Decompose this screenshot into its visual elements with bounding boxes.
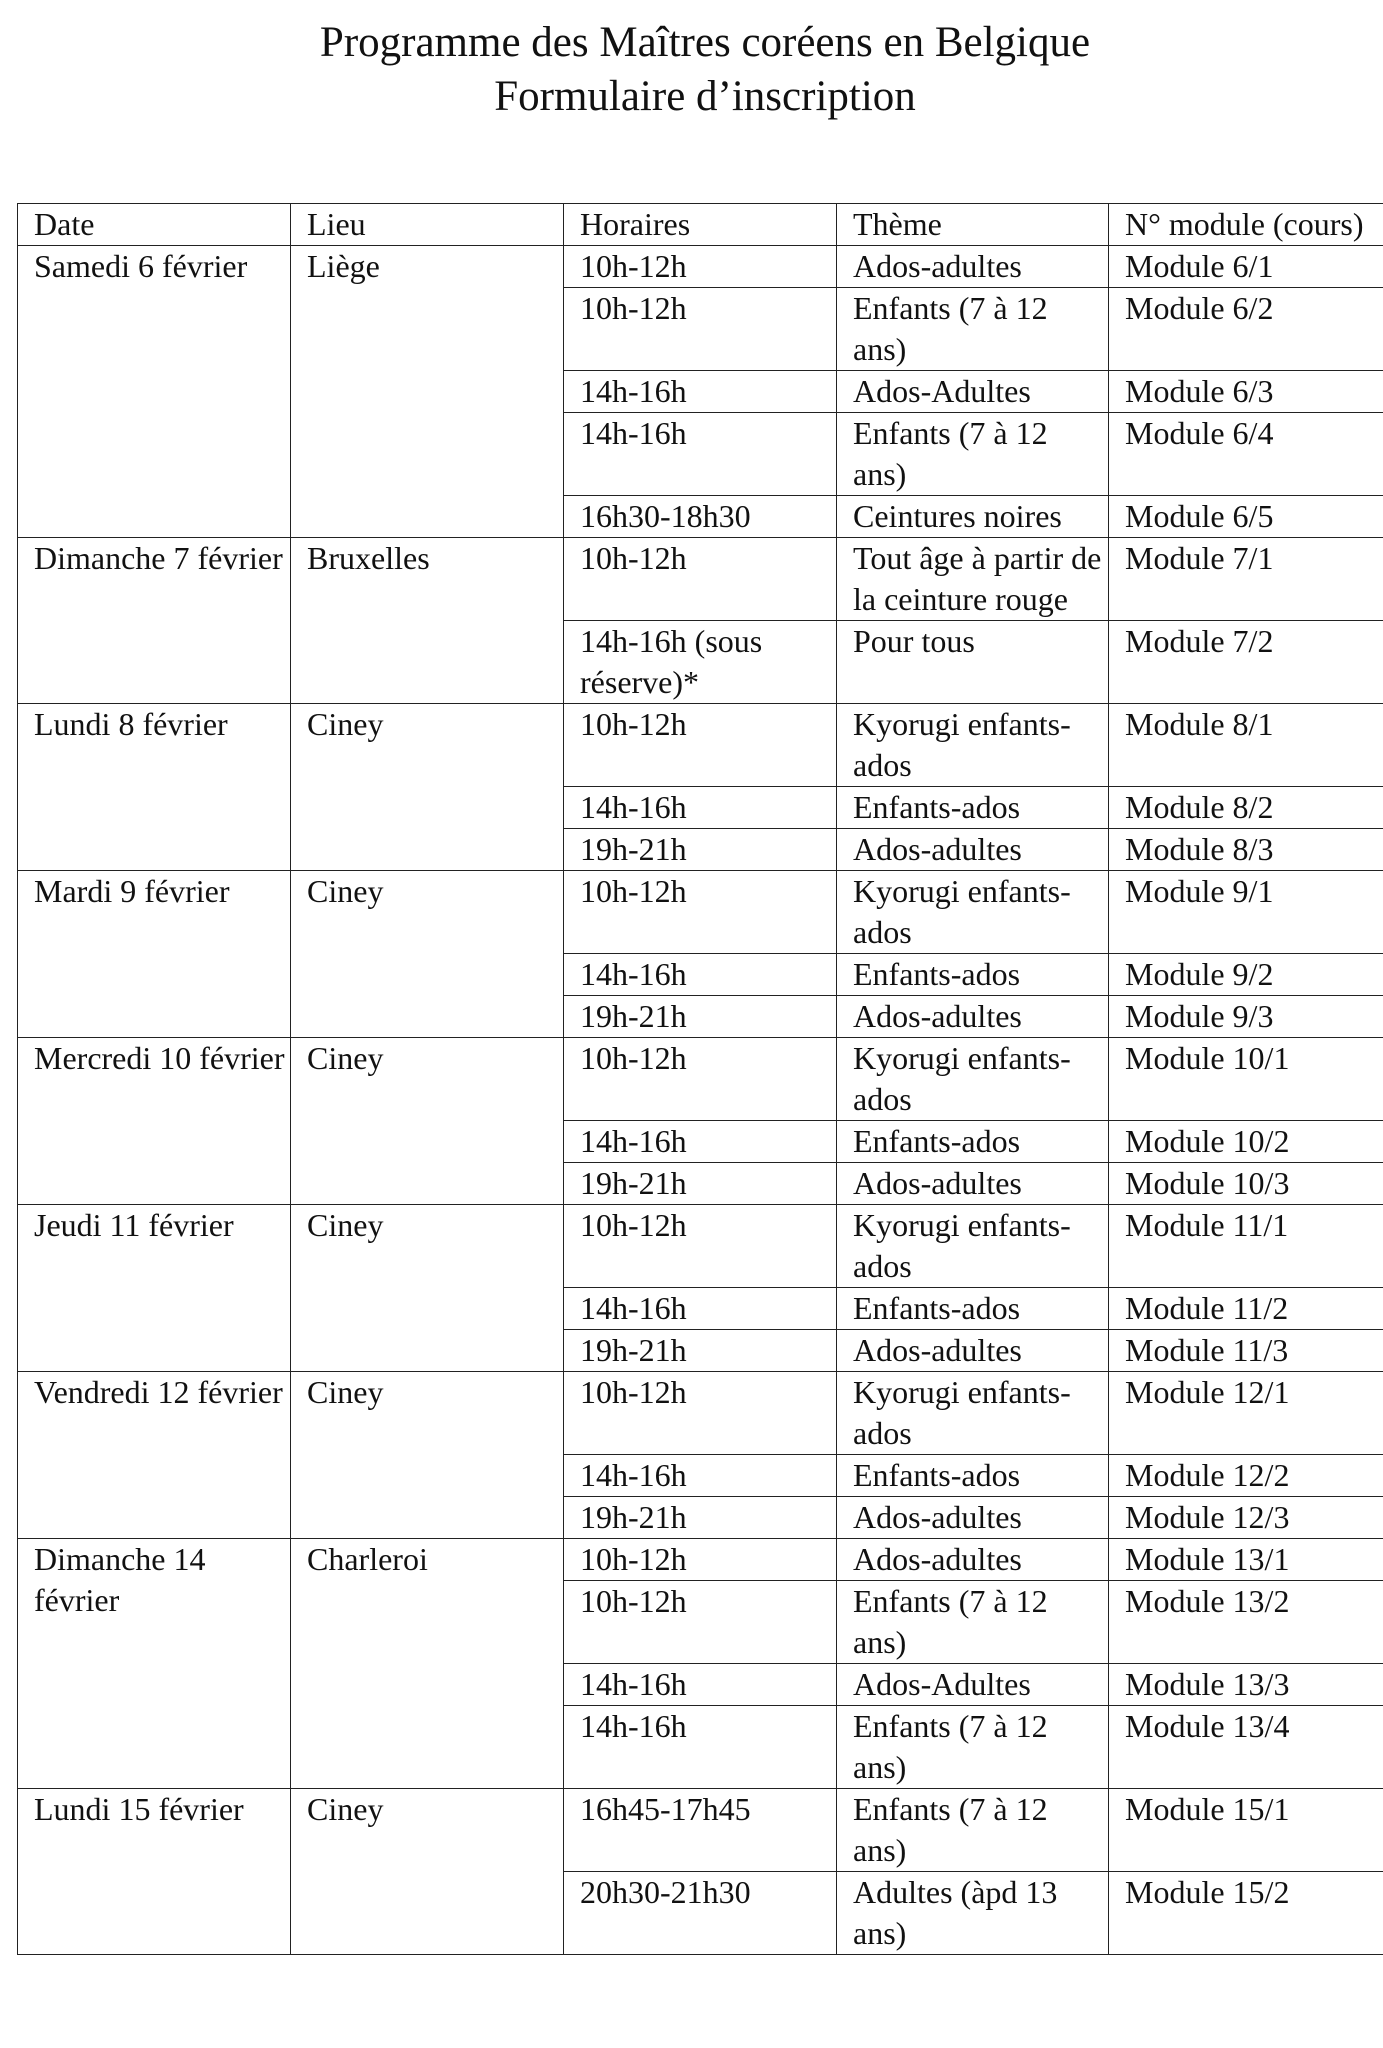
cell-horaires: 10h-12h (564, 288, 837, 371)
cell-theme: Ados-adultes (837, 996, 1109, 1038)
cell-horaires: 10h-12h (564, 1581, 837, 1664)
cell-module: Module 9/3 (1109, 996, 1383, 1038)
cell-horaires: 14h-16h (564, 413, 837, 496)
cell-theme: Enfants (7 à 12 ans) (837, 1789, 1109, 1872)
cell-theme: Enfants (7 à 12 ans) (837, 288, 1109, 371)
cell-module: Module 15/1 (1109, 1789, 1383, 1872)
cell-horaires: 19h-21h (564, 829, 837, 871)
table-row (18, 246, 1383, 288)
cell-theme: Kyorugi enfants-ados (837, 1372, 1109, 1455)
cell-theme: Kyorugi enfants-ados (837, 704, 1109, 787)
cell-horaires: 10h-12h (564, 538, 837, 621)
cell-lieu: Ciney (291, 871, 564, 1038)
table-row (18, 871, 1383, 954)
cell-theme: Tout âge à partir de la ceinture rouge (837, 538, 1109, 621)
cell-date: Jeudi 11 février (18, 1205, 291, 1372)
cell-module: Module 6/5 (1109, 496, 1383, 538)
table-row (18, 1372, 1383, 1455)
cell-lieu: Ciney (291, 704, 564, 871)
cell-module: Module 15/2 (1109, 1872, 1383, 1955)
cell-module: Module 10/2 (1109, 1121, 1383, 1163)
cell-horaires: 16h30-18h30 (564, 496, 837, 538)
cell-date: Lundi 15 février (18, 1789, 291, 1955)
header-row (18, 204, 1383, 246)
cell-module: Module 12/3 (1109, 1497, 1383, 1539)
table-row (18, 704, 1383, 787)
cell-module: Module 8/2 (1109, 787, 1383, 829)
cell-theme: Ceintures noires (837, 496, 1109, 538)
cell-theme: Enfants-ados (837, 1288, 1109, 1330)
cell-lieu: Charleroi (291, 1539, 564, 1789)
cell-horaires: 10h-12h (564, 1038, 837, 1121)
cell-horaires: 14h-16h (564, 954, 837, 996)
cell-date: Lundi 8 février (18, 704, 291, 871)
cell-module: Module 10/1 (1109, 1038, 1383, 1121)
cell-theme: Enfants-ados (837, 787, 1109, 829)
cell-theme: Ados-adultes (837, 246, 1109, 288)
cell-lieu: Ciney (291, 1038, 564, 1205)
cell-module: Module 11/1 (1109, 1205, 1383, 1288)
cell-module: Module 13/4 (1109, 1706, 1383, 1789)
document-title (0, 16, 1383, 124)
cell-horaires: 10h-12h (564, 1205, 837, 1288)
cell-theme: Ados-adultes (837, 1163, 1109, 1205)
cell-horaires: 19h-21h (564, 996, 837, 1038)
cell-lieu: Liège (291, 246, 564, 538)
cell-theme: Ados-Adultes (837, 1664, 1109, 1706)
cell-module: Module 12/1 (1109, 1372, 1383, 1455)
cell-theme: Enfants (7 à 12 ans) (837, 1706, 1109, 1789)
cell-lieu: Ciney (291, 1789, 564, 1955)
cell-module: Module 12/2 (1109, 1455, 1383, 1497)
cell-theme: Enfants-ados (837, 1455, 1109, 1497)
cell-module: Module 7/2 (1109, 621, 1383, 704)
cell-horaires: 10h-12h (564, 1539, 837, 1581)
schedule-table-body (18, 204, 1383, 1955)
header-module: N° module (cours) (1109, 204, 1383, 246)
schedule-table (17, 203, 1383, 1955)
cell-theme: Enfants (7 à 12 ans) (837, 1581, 1109, 1664)
cell-horaires: 14h-16h (564, 371, 837, 413)
cell-theme: Enfants (7 à 12 ans) (837, 413, 1109, 496)
cell-theme: Ados-adultes (837, 829, 1109, 871)
cell-horaires: 14h-16h (sous réserve)* (564, 621, 837, 704)
cell-theme: Kyorugi enfants-ados (837, 1205, 1109, 1288)
cell-theme: Kyorugi enfants-ados (837, 1038, 1109, 1121)
cell-theme: Pour tous (837, 621, 1109, 704)
cell-horaires: 14h-16h (564, 1706, 837, 1789)
cell-lieu: Ciney (291, 1205, 564, 1372)
title-line-2: Formulaire d’inscription (494, 73, 916, 120)
cell-theme: Enfants-ados (837, 1121, 1109, 1163)
cell-horaires: 19h-21h (564, 1163, 837, 1205)
header-theme: Thème (837, 204, 1109, 246)
cell-horaires: 10h-12h (564, 246, 837, 288)
table-row (18, 538, 1383, 621)
cell-module: Module 6/1 (1109, 246, 1383, 288)
cell-date: Mardi 9 février (18, 871, 291, 1038)
cell-horaires: 14h-16h (564, 1455, 837, 1497)
cell-horaires: 10h-12h (564, 871, 837, 954)
cell-theme: Ados-adultes (837, 1330, 1109, 1372)
header-horaires: Horaires (564, 204, 837, 246)
cell-theme: Kyorugi enfants-ados (837, 871, 1109, 954)
cell-date: Dimanche 14 février (18, 1539, 291, 1789)
cell-module: Module 6/2 (1109, 288, 1383, 371)
cell-horaires: 14h-16h (564, 1664, 837, 1706)
cell-module: Module 8/3 (1109, 829, 1383, 871)
cell-horaires: 10h-12h (564, 1372, 837, 1455)
cell-module: Module 10/3 (1109, 1163, 1383, 1205)
cell-module: Module 9/1 (1109, 871, 1383, 954)
cell-date: Samedi 6 février (18, 246, 291, 538)
cell-date: Dimanche 7 février (18, 538, 291, 704)
cell-date: Vendredi 12 février (18, 1372, 291, 1539)
cell-lieu: Ciney (291, 1372, 564, 1539)
cell-horaires: 16h45-17h45 (564, 1789, 837, 1872)
cell-theme: Enfants-ados (837, 954, 1109, 996)
cell-module: Module 11/2 (1109, 1288, 1383, 1330)
table-row (18, 1038, 1383, 1121)
title-line-1: Programme des Maîtres coréens en Belgique (319, 19, 1091, 66)
cell-horaires: 14h-16h (564, 1121, 837, 1163)
header-date: Date (18, 204, 291, 246)
cell-module: Module 13/3 (1109, 1664, 1383, 1706)
cell-horaires: 10h-12h (564, 704, 837, 787)
cell-theme: Ados-adultes (837, 1539, 1109, 1581)
cell-module: Module 6/3 (1109, 371, 1383, 413)
cell-horaires: 14h-16h (564, 787, 837, 829)
cell-module: Module 11/3 (1109, 1330, 1383, 1372)
cell-module: Module 13/1 (1109, 1539, 1383, 1581)
cell-theme: Ados-adultes (837, 1497, 1109, 1539)
table-row (18, 1789, 1383, 1872)
cell-theme: Ados-Adultes (837, 371, 1109, 413)
cell-module: Module 8/1 (1109, 704, 1383, 787)
table-row (18, 1205, 1383, 1288)
table-row (18, 1539, 1383, 1581)
cell-module: Module 9/2 (1109, 954, 1383, 996)
cell-module: Module 7/1 (1109, 538, 1383, 621)
header-lieu: Lieu (291, 204, 564, 246)
cell-horaires: 20h30-21h30 (564, 1872, 837, 1955)
cell-date: Mercredi 10 février (18, 1038, 291, 1205)
cell-horaires: 19h-21h (564, 1497, 837, 1539)
cell-module: Module 13/2 (1109, 1581, 1383, 1664)
cell-horaires: 14h-16h (564, 1288, 837, 1330)
cell-lieu: Bruxelles (291, 538, 564, 704)
cell-theme: Adultes (àpd 13 ans) (837, 1872, 1109, 1955)
cell-module: Module 6/4 (1109, 413, 1383, 496)
cell-horaires: 19h-21h (564, 1330, 837, 1372)
